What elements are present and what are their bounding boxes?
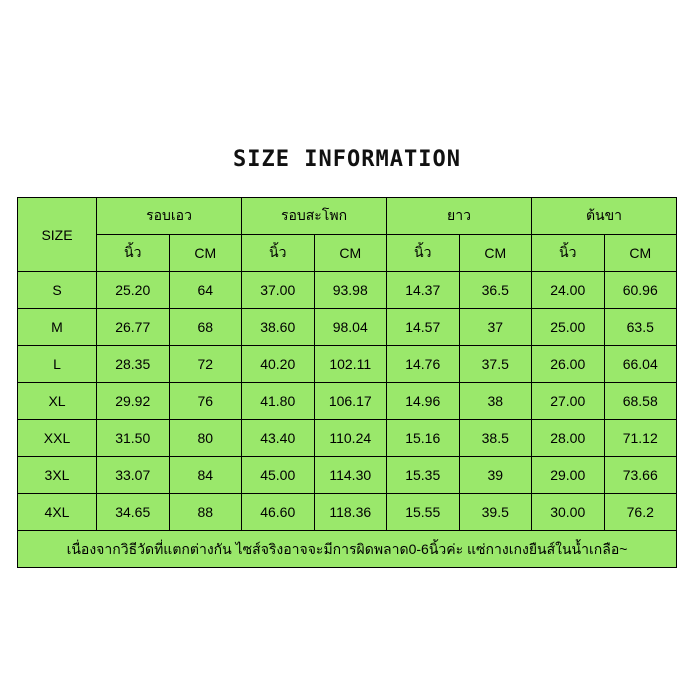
table-row [18,494,677,531]
cell-length-inch: 14.96 [387,383,460,420]
cell-thigh-inch: 24.00 [532,272,605,309]
header-size: SIZE [18,198,97,272]
cell-waist-inch: 26.77 [97,309,170,346]
cell-length-inch: 14.76 [387,346,460,383]
cell-hip-inch: 45.00 [242,457,315,494]
table-row [18,309,677,346]
cell-hip-cm: 98.04 [314,309,387,346]
cell-waist-inch: 31.50 [97,420,170,457]
cell-hip-cm: 102.11 [314,346,387,383]
cell-length-inch: 14.57 [387,309,460,346]
table-header-unit-row [18,235,677,272]
cell-waist-inch: 25.20 [97,272,170,309]
measurement-note [18,531,677,568]
cell-hip-cm: 93.98 [314,272,387,309]
row-size-label: XL [18,383,97,420]
table-row [18,457,677,494]
cell-thigh-inch: 26.00 [532,346,605,383]
cell-thigh-cm: 66.04 [604,346,677,383]
header-unit-length-cm: CM [459,235,532,272]
table-note-row [18,531,677,568]
cell-thigh-cm: 73.66 [604,457,677,494]
cell-thigh-cm: 76.2 [604,494,677,531]
table-row [18,383,677,420]
header-group-waist: รอบเอว [97,198,242,235]
size-table-container [17,197,677,568]
cell-hip-inch: 38.60 [242,309,315,346]
cell-waist-cm: 84 [169,457,242,494]
table-row [18,420,677,457]
row-size-label: 4XL [18,494,97,531]
cell-waist-cm: 68 [169,309,242,346]
cell-waist-cm: 76 [169,383,242,420]
header-group-hip: รอบสะโพก [242,198,387,235]
cell-thigh-cm: 71.12 [604,420,677,457]
cell-hip-inch: 40.20 [242,346,315,383]
cell-thigh-inch: 25.00 [532,309,605,346]
cell-thigh-inch: 29.00 [532,457,605,494]
cell-length-cm: 37.5 [459,346,532,383]
cell-waist-inch: 34.65 [97,494,170,531]
header-unit-waist-cm: CM [169,235,242,272]
cell-length-inch: 14.37 [387,272,460,309]
header-group-thigh: ต้นขา [532,198,677,235]
header-group-length: ยาว [387,198,532,235]
row-size-label: XXL [18,420,97,457]
table-header-group-row [18,198,677,235]
cell-thigh-cm: 63.5 [604,309,677,346]
row-size-label: S [18,272,97,309]
cell-length-cm: 36.5 [459,272,532,309]
cell-hip-cm: 106.17 [314,383,387,420]
table-row [18,346,677,383]
cell-waist-inch: 29.92 [97,383,170,420]
cell-thigh-cm: 60.96 [604,272,677,309]
cell-thigh-cm: 68.58 [604,383,677,420]
cell-hip-cm: 114.30 [314,457,387,494]
header-unit-waist-inch: นิ้ว [97,235,170,272]
cell-hip-inch: 37.00 [242,272,315,309]
measurement-note-text: เนื่องจากวิธีวัดที่แตกต่างกัน ไซส์จริงอาจจะมีการผิดพลาด0-6นิ้วค่ะ แซ่กางเกงยืนส์ในน้ำเกลือ~ [66,540,628,557]
cell-length-cm: 38 [459,383,532,420]
cell-length-cm: 38.5 [459,420,532,457]
cell-hip-cm: 118.36 [314,494,387,531]
cell-hip-cm: 110.24 [314,420,387,457]
cell-length-cm: 39.5 [459,494,532,531]
cell-waist-cm: 72 [169,346,242,383]
cell-hip-inch: 41.80 [242,383,315,420]
cell-length-inch: 15.16 [387,420,460,457]
cell-waist-inch: 33.07 [97,457,170,494]
header-unit-thigh-inch: นิ้ว [532,235,605,272]
header-unit-hip-cm: CM [314,235,387,272]
header-unit-thigh-cm: CM [604,235,677,272]
cell-waist-cm: 88 [169,494,242,531]
cell-length-cm: 37 [459,309,532,346]
cell-thigh-inch: 27.00 [532,383,605,420]
row-size-label: M [18,309,97,346]
header-unit-length-inch: นิ้ว [387,235,460,272]
cell-length-cm: 39 [459,457,532,494]
table-row [18,272,677,309]
cell-length-inch: 15.55 [387,494,460,531]
cell-thigh-inch: 28.00 [532,420,605,457]
cell-hip-inch: 46.60 [242,494,315,531]
cell-hip-inch: 43.40 [242,420,315,457]
cell-waist-cm: 64 [169,272,242,309]
size-information-table [17,197,677,568]
header-unit-hip-inch: นิ้ว [242,235,315,272]
cell-length-inch: 15.35 [387,457,460,494]
page-title: SIZE INFORMATION [233,147,461,172]
cell-waist-inch: 28.35 [97,346,170,383]
row-size-label: 3XL [18,457,97,494]
row-size-label: L [18,346,97,383]
cell-thigh-inch: 30.00 [532,494,605,531]
cell-waist-cm: 80 [169,420,242,457]
